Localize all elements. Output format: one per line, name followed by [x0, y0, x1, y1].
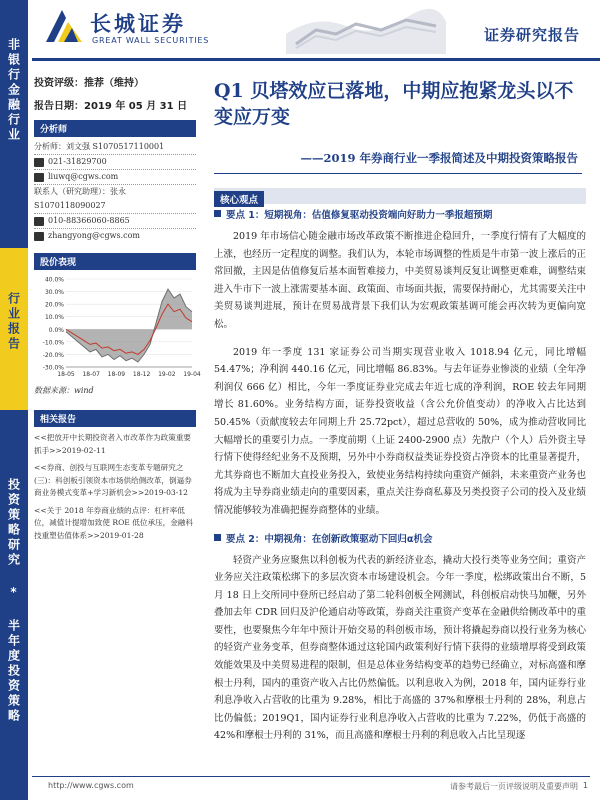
- core-view-header-bar: [214, 188, 586, 204]
- chart-series-area: [66, 289, 192, 362]
- related-report-item[interactable]: <<券商、创投与互联网生态变革专题研究之(三)：科创板引领资本市场供给侧改革，倒逼券商业务模式变革+学习新机会>>2019-03-12: [34, 463, 192, 497]
- email-icon: [34, 173, 44, 182]
- strategy-tag: [0, 410, 28, 800]
- analyst-name: 分析师：刘文强 S1070517110001: [34, 142, 165, 151]
- contact-name: 联系人（研究助理）：张永 S1070118090027: [34, 187, 126, 210]
- report-kind-tag: [0, 248, 28, 410]
- contact-phone: 010-88366060-8865: [48, 216, 130, 225]
- industry-tag: [0, 0, 28, 248]
- chart-y-tick-label: -10.0%: [42, 339, 64, 347]
- chart-y-tick-label: 0.0%: [48, 326, 64, 334]
- chart-x-tick-label: 19-02: [158, 371, 176, 378]
- body-paragraph: 2019 年市场信心随金融市场改革政策不断推进企稳回升，一季度行情有了大幅度的上涨，也经历一定程度的调整。我们认为，本轮市场调整的性质是牛市第一波上涨后的正常回撤，主因是估值修复后基本面暂难接力，中美贸易谈判反复让调整更难难，调整结束进入牛市下一波上涨需要基本面、政策面、市场面共振，需要保持耐心，尤其需要关注中美贸易谈判进展，预计在贸易战背景下我们认为宏观政策基调可能会再次转为更偏向宽松。: [214, 231, 586, 330]
- contact-email-line: [34, 229, 196, 243]
- phone-icon: [34, 217, 44, 226]
- report-type-label: 证券研究报告: [483, 26, 580, 44]
- main-body: [214, 206, 586, 755]
- related-reports-header: 相关报告: [34, 410, 196, 427]
- chart-y-tick-label: -30.0%: [42, 364, 64, 372]
- square-bullet-icon: [214, 210, 221, 217]
- chart-y-tick-label: 30.0%: [44, 289, 64, 297]
- contact-email[interactable]: zhangyong@cgws.com: [48, 231, 140, 240]
- footer-website[interactable]: http://www.cgws.com: [48, 781, 134, 790]
- contact-phone-line: [34, 214, 196, 229]
- related-report-item[interactable]: <<关于 2018 年券商业绩的点评：杠杆率低位，减值计提增加致使 ROE 低位承压，金融科技重塑估值体系>>2019-01-28: [34, 505, 193, 540]
- chart-svg: [34, 273, 201, 383]
- key-point-1-label: 要点 1：短期视角：估值修复驱动投资端向好助力一季报超预期: [226, 210, 493, 221]
- footer-disclaimer: 请参考最后一页评级说明及重要声明: [450, 782, 578, 791]
- footer-divider: [32, 776, 590, 777]
- chart-section-header: 股价表现: [34, 253, 196, 270]
- investment-rating: 投资评级：推荐（维持）: [34, 78, 144, 89]
- related-report-item[interactable]: <<把放开中长期投资者入市改革作为政策重要抓手>>2019-02-11: [34, 433, 192, 455]
- square-bullet-icon: [214, 534, 221, 541]
- chart-x-tick-label: 19-04: [183, 371, 201, 378]
- report-kind-tag-text: 行业报告: [6, 292, 21, 352]
- chart-x-tick-label: 18-07: [82, 371, 100, 378]
- report-date: 报告日期：2019 年 05 月 31 日: [34, 101, 188, 112]
- chart-x-tick-label: 18-12: [132, 371, 151, 378]
- subtitle-divider: [214, 173, 582, 174]
- report-subtitle: ——2019 年券商行业一季报简述及中期投资策略报告: [300, 151, 578, 165]
- header-divider: [32, 58, 600, 61]
- stock-performance-chart: [34, 273, 201, 383]
- key-point-2-label: 要点 2：中期视角：在创新政策驱动下回归α机会: [226, 533, 433, 545]
- chart-x-tick-label: 18-09: [107, 371, 126, 378]
- body-paragraph: 2019 年一季度 131 家证券公司当期实现营业收入 1018.94 亿元，同比增幅 54.47%；净利润 440.16 亿元，同比增幅 86.83%。与去年证券业惨淡的业绩（全年净利润仅 666 亿）相比，今年一季度证券业完成去年近七成的净利润，ROE 较去年同期增长 81.60%。业务结构方面，证券投资收益（含公允价值变动）的净收入占比达到 50.45%（贡献度较去年同期上升 25.72pct），超过总营收的 50%，成为推动营收同比大幅增长的重要引力点。一季度前期（上证 2400-2900 点）先散户（个人）后外资主导行情下使得经纪业务不及预期，另外中小券商权益类证券投资占净资本的比重显著提升，尤其券商也不断加大直投业务投入，致使业务结构持续向重资产倾斜，未来重资产业务也将成为主导券商业绩走向的重要因素，重点关注券商私募及另类投资子公司的投入及业绩情况能够较为准确把握券商整体的业绩。: [214, 346, 586, 516]
- analyst-phone-line: [34, 155, 196, 170]
- chart-y-tick-label: 10.0%: [44, 314, 64, 322]
- analyst-email[interactable]: liuwq@cgws.com: [48, 172, 119, 181]
- logo-english-name: GREAT WALL SECURITIES: [92, 36, 210, 45]
- company-logo: [44, 8, 284, 46]
- chart-y-tick-label: -20.0%: [42, 351, 64, 359]
- phone-icon: [34, 158, 44, 167]
- analyst-email-line: [34, 170, 196, 185]
- analyst-section-header: 分析师: [34, 120, 196, 137]
- contact-name-line: [34, 185, 196, 214]
- body-paragraph: 轻资产业务应聚焦以科创板为代表的新经济业态，撬动大投行类等业务空间；重资产业务应关注政策松绑下的多层次资本市场建设机会。今年一季度，松绑政策出台不断，5 月 18 日上交所同中登所已经启动了第二轮科创板全网测试，科创板启动快马加鞭，另外叠加去年 CDR 回归及沪伦通启动等政策，券商关注重资产变革在金融供给侧改革中的重要性，也要聚焦今年年中预计开始交易的科创板市场，预计将撬起券商以投行业务为核心的轻资产业务变革，但券商整体通过这轮国内政策利好行情下获得的业绩增厚将受到政策效能效果及中美贸易进程的限制，但是总体业务结构变革的趋势已经确立，对标高盛和摩根士丹利，国内的重资产收入占比仍然偏低。以利息收入为例，2018 年，国内证券行业利息净收入占营收的比重为 9.28%，相比于高盛的 37%和摩根士丹利的 28%，利息占比仍偏低；2019Q1，国内证券行业利息净收入占营收的比重为 7.22%，仍低于高盛的 42%和摩根士丹利的 31%，而且高盛和摩根士丹利的利息收入占比呈现逐: [214, 554, 586, 742]
- chart-y-tick-label: 20.0%: [44, 301, 64, 309]
- industry-tag-text: 非银行金融行业: [6, 38, 21, 143]
- core-view-header: 核心观点: [214, 191, 264, 207]
- key-point-2: [214, 530, 586, 550]
- analyst-phone: 021-31829700: [48, 157, 107, 166]
- page-number: 1: [582, 781, 588, 790]
- key-point-1: [214, 206, 586, 226]
- analyst-name-line: [34, 140, 196, 155]
- logo-chinese-name: 长城证券: [90, 12, 186, 36]
- side-strip: [0, 0, 28, 800]
- left-column: [34, 74, 201, 542]
- great-wall-image: [286, 4, 446, 54]
- chart-source: 数据来源：wind: [34, 386, 94, 395]
- strategy-tag-text: 投资策略研究 * 半年度投资策略: [6, 478, 21, 724]
- chart-x-tick-label: 18-05: [57, 371, 75, 378]
- report-title: Q1 贝塔效应已落地，中期应抱紧龙头以不变应万变: [214, 80, 574, 128]
- chart-y-tick-label: 40.0%: [44, 276, 64, 284]
- great-wall-logo-icon: [44, 8, 84, 44]
- email-icon: [34, 232, 44, 241]
